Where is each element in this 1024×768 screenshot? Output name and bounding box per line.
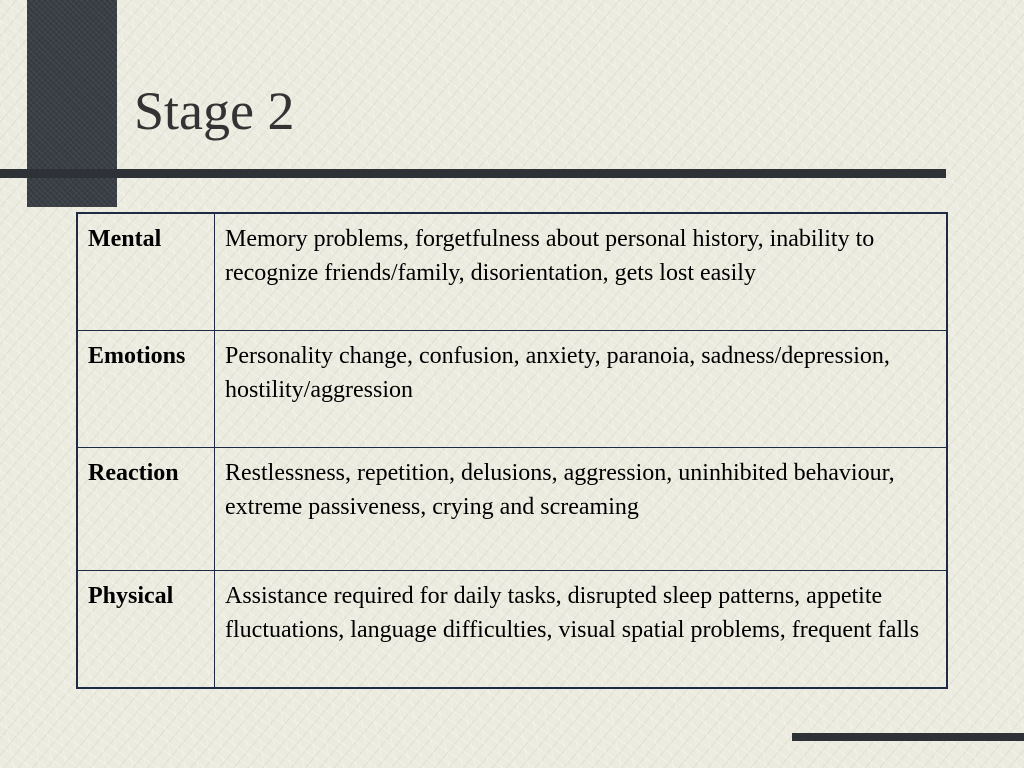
slide-title: Stage 2: [134, 81, 295, 141]
footer-divider: [792, 733, 1024, 741]
description-cell: Personality change, confusion, anxiety, paranoia, sadness/depression, hostility/aggression: [215, 331, 948, 448]
table-row: [77, 331, 947, 448]
category-cell: Reaction: [77, 448, 215, 571]
description-cell: Assistance required for daily tasks, disrupted sleep patterns, appetite fluctuations, language difficulties, visual spatial problems, frequent falls: [215, 571, 948, 689]
table-row: [77, 213, 947, 331]
title-divider: [0, 169, 946, 178]
stage-symptoms-table: [76, 212, 948, 689]
category-cell: Mental: [77, 213, 215, 331]
table-row: [77, 448, 947, 571]
description-cell: Restlessness, repetition, delusions, aggression, uninhibited behaviour, extreme passiveness, crying and screaming: [215, 448, 948, 571]
description-cell: Memory problems, forgetfulness about personal history, inability to recognize friends/family, disorientation, gets lost easily: [215, 213, 948, 331]
category-cell: Emotions: [77, 331, 215, 448]
category-cell: Physical: [77, 571, 215, 689]
table-row: [77, 571, 947, 689]
